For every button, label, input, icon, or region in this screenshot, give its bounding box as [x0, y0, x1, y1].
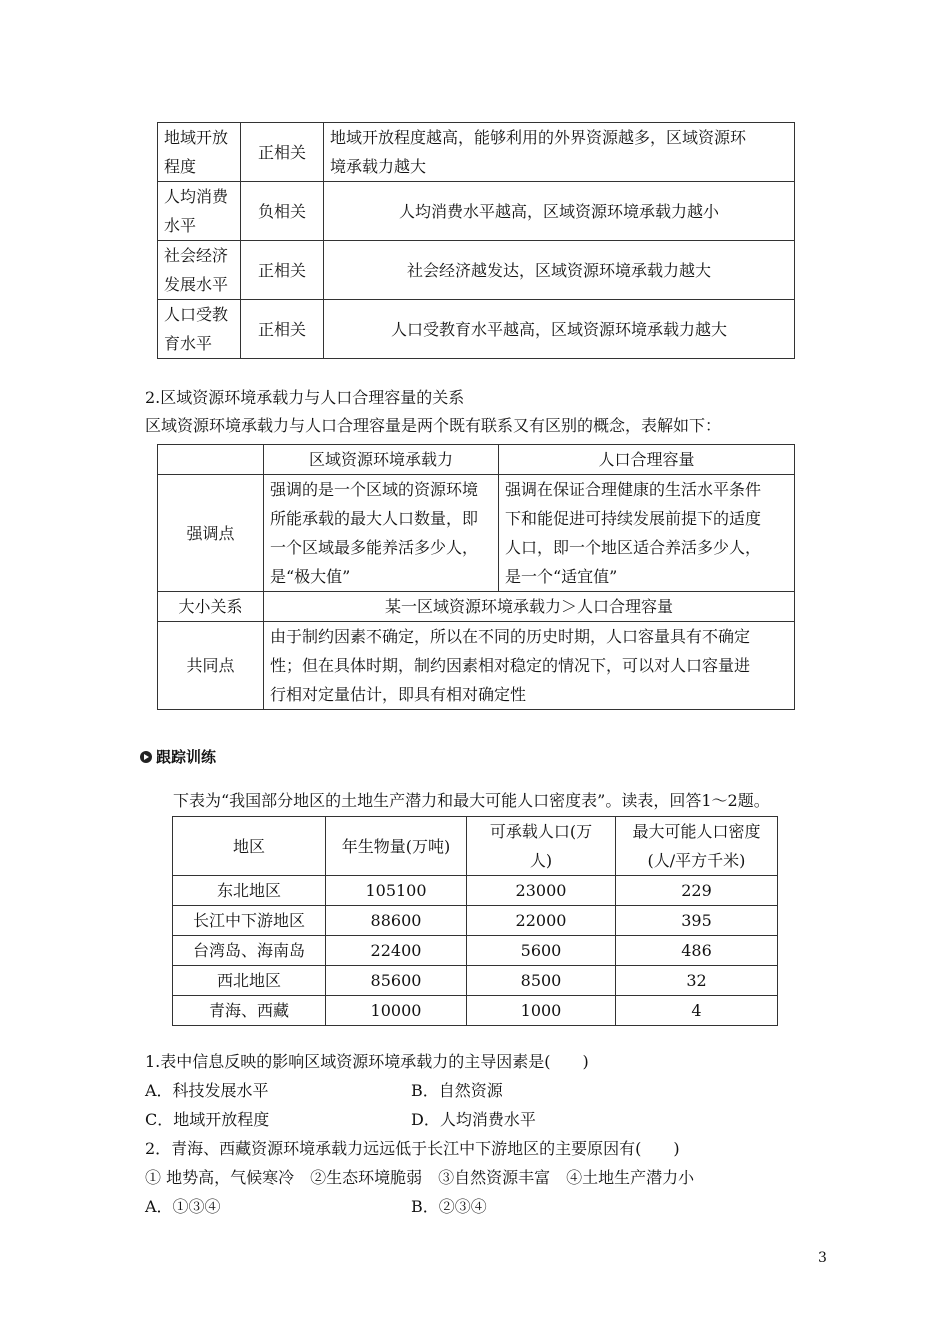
cell: 23000: [467, 876, 616, 906]
factors-table: [157, 122, 795, 359]
section-intro: 区域资源环境承载力与人口合理容量是两个既有联系又有区别的概念，表解如下：: [145, 416, 722, 435]
training-heading: 跟踪训练: [140, 746, 216, 767]
option-1c: C．地域开放程度: [145, 1110, 270, 1129]
cell: 486: [616, 936, 778, 966]
table-row: [173, 936, 778, 966]
table-row: [158, 445, 795, 475]
row-label: 共同点: [158, 622, 264, 710]
section-title: 2.区域资源环境承载力与人口合理容量的关系: [145, 388, 465, 407]
table-row: [173, 817, 778, 876]
option-2a: A．①③④: [145, 1197, 221, 1216]
relation-cell: 正相关: [241, 300, 324, 359]
factor-cell: 地域开放 程度: [158, 123, 241, 182]
header-cell: 可承载人口(万 人): [467, 817, 616, 876]
desc-cell: 人均消费水平越高，区域资源环境承载力越小: [324, 182, 795, 241]
population-table: [172, 816, 778, 1026]
table-row: [173, 996, 778, 1026]
question-1: 1.表中信息反映的影响区域资源环境承载力的主导因素是( ): [145, 1052, 589, 1071]
relation-cell: 正相关: [241, 241, 324, 300]
cell: 长江中下游地区: [173, 906, 326, 936]
option-1b: B．自然资源: [411, 1081, 503, 1100]
data-cell: 强调的是一个区域的资源环境 所能承载的最大人口数量，即 一个区域最多能养活多少人， 是“极大值”: [264, 475, 499, 592]
cell: 85600: [326, 966, 467, 996]
table-row: [158, 241, 795, 300]
comparison-table: [157, 444, 795, 710]
table-row: [158, 622, 795, 710]
cell: 8500: [467, 966, 616, 996]
cell: 青海、西藏: [173, 996, 326, 1026]
play-circle-icon: [140, 751, 152, 763]
row-label: 大小关系: [158, 592, 264, 622]
table-row: [158, 475, 795, 592]
desc-cell: 社会经济越发达，区域资源环境承载力越大: [324, 241, 795, 300]
cell: 10000: [326, 996, 467, 1026]
cell: 22400: [326, 936, 467, 966]
cell: 西北地区: [173, 966, 326, 996]
relation-cell: 正相关: [241, 123, 324, 182]
page-number: 3: [818, 1250, 827, 1266]
table-row: [173, 876, 778, 906]
option-1d: D．人均消费水平: [411, 1110, 536, 1129]
row-label: 强调点: [158, 475, 264, 592]
factor-cell: 人口受教 育水平: [158, 300, 241, 359]
header-cell: 地区: [173, 817, 326, 876]
desc-cell: 地域开放程度越高，能够利用的外界资源越多，区域资源环 境承载力越大: [324, 123, 795, 182]
cell: 105100: [326, 876, 467, 906]
cell: 22000: [467, 906, 616, 936]
factor-cell: 人均消费 水平: [158, 182, 241, 241]
data-cell: 某一区域资源环境承载力＞人口合理容量: [264, 592, 795, 622]
desc-cell: 人口受教育水平越高，区域资源环境承载力越大: [324, 300, 795, 359]
data-cell: 由于制约因素不确定，所以在不同的历史时期，人口容量具有不确定 性；但在具体时期，制约因素相对稳定的情况下，可以对人口容量进 行相对定量估计，即具有相对确定性: [264, 622, 795, 710]
option-1a: A．科技发展水平: [145, 1081, 269, 1100]
cell: 88600: [326, 906, 467, 936]
relation-cell: 负相关: [241, 182, 324, 241]
cell: 1000: [467, 996, 616, 1026]
cell: 5600: [467, 936, 616, 966]
cell: 4: [616, 996, 778, 1026]
option-2b: B．②③④: [411, 1197, 487, 1216]
header-cell: 最大可能人口密度 (人/平方千米): [616, 817, 778, 876]
empty-cell: [158, 445, 264, 475]
table-row: [158, 300, 795, 359]
factor-cell: 社会经济 发展水平: [158, 241, 241, 300]
cell: 229: [616, 876, 778, 906]
table-row: [158, 592, 795, 622]
training-intro: 下表为“我国部分地区的土地生产潜力和最大可能人口密度表”。读表，回答1～2题。: [173, 791, 770, 810]
table-row: [173, 966, 778, 996]
data-cell: 强调在保证合理健康的生活水平条件 下和能促进可持续发展前提下的适度 人口，即一个地区适合养活多少人， 是一个“适宜值”: [499, 475, 795, 592]
question-2: 2．青海、西藏资源环境承载力远远低于长江中下游地区的主要原因有( ): [145, 1139, 680, 1158]
cell: 东北地区: [173, 876, 326, 906]
header-cell: 人口合理容量: [499, 445, 795, 475]
cell: 32: [616, 966, 778, 996]
table-row: [158, 182, 795, 241]
table-row: [158, 123, 795, 182]
table-row: [173, 906, 778, 936]
header-cell: 年生物量(万吨): [326, 817, 467, 876]
question-2-items: ① 地势高，气候寒冷 ②生态环境脆弱 ③自然资源丰富 ④土地生产潜力小: [145, 1168, 695, 1187]
header-cell: 区域资源环境承载力: [264, 445, 499, 475]
cell: 台湾岛、海南岛: [173, 936, 326, 966]
cell: 395: [616, 906, 778, 936]
